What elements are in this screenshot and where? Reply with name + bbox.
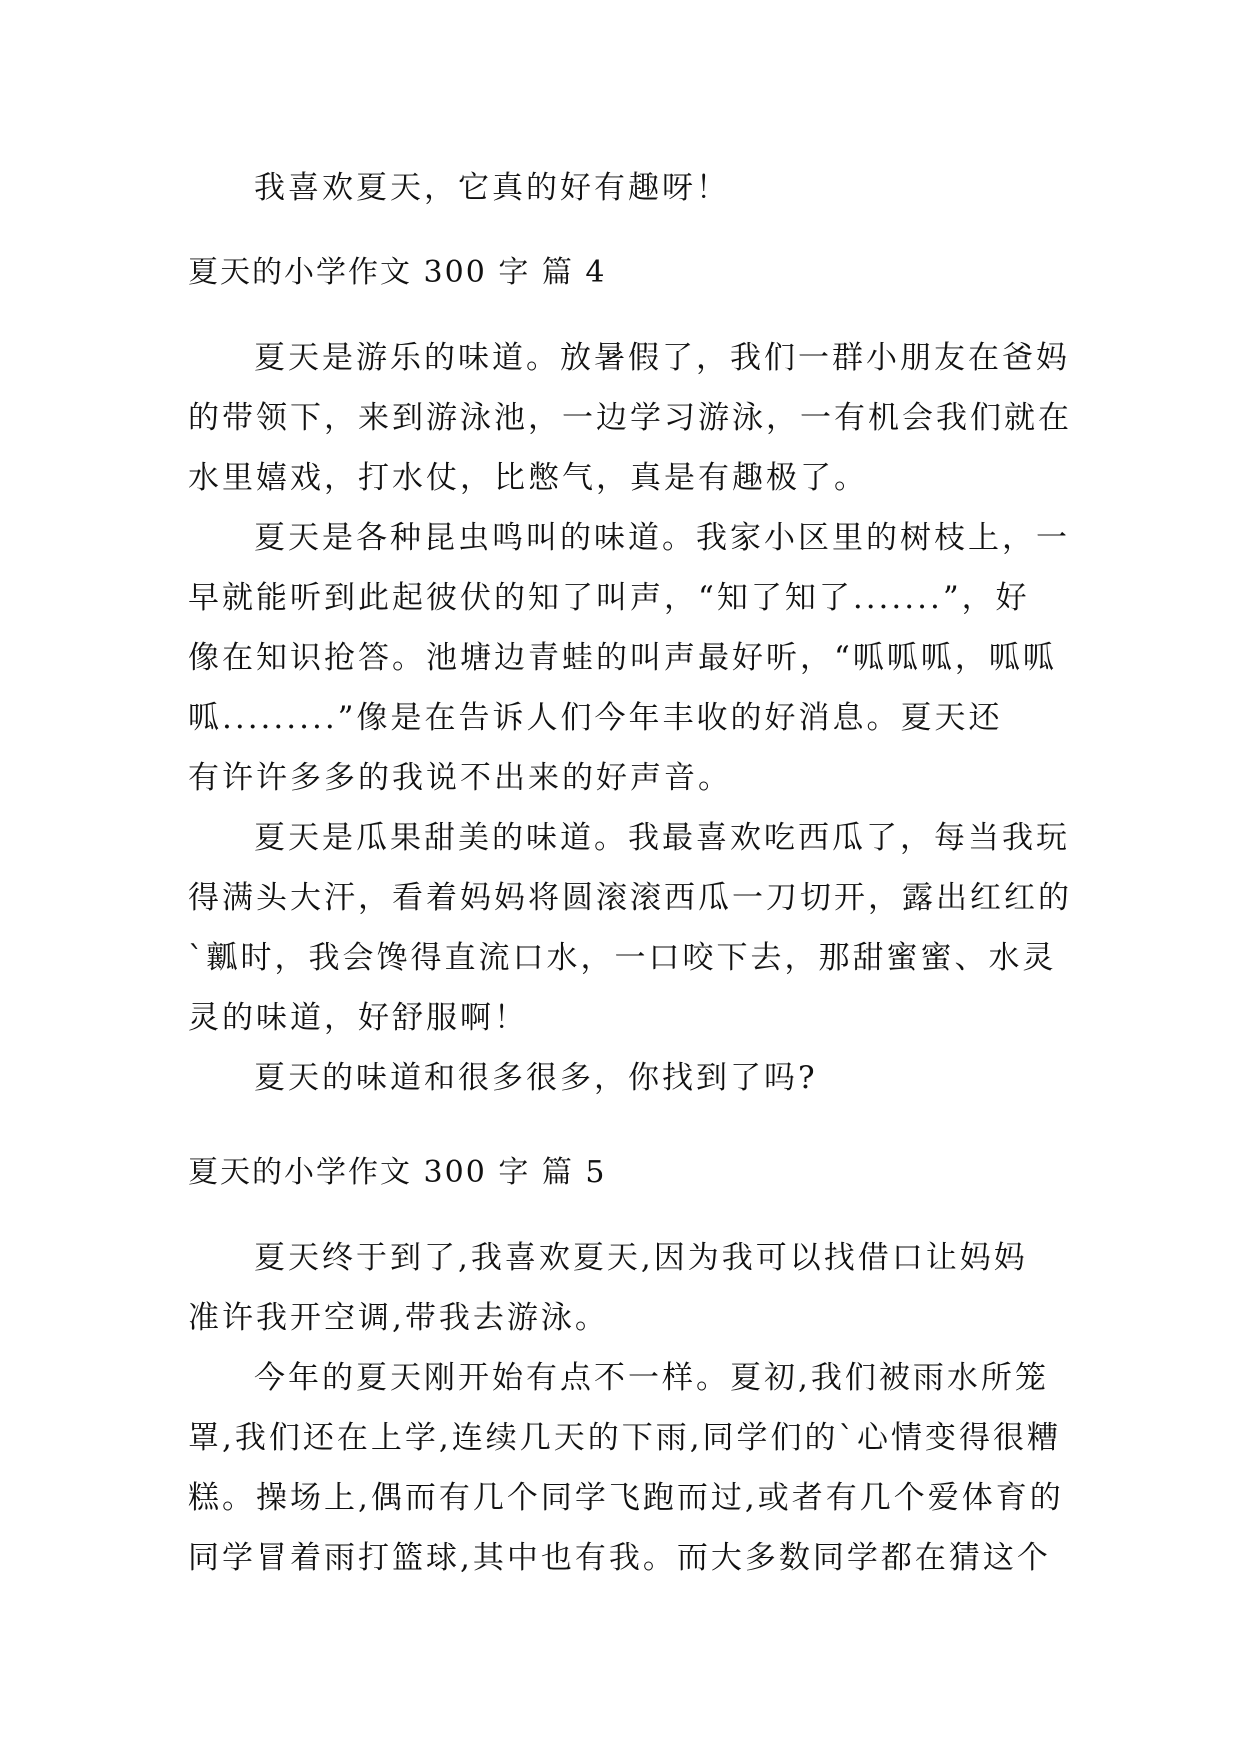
paragraph-line: 水里嬉戏，打水仗，比憋气，真是有趣极了。 <box>188 460 868 496</box>
paragraph-line: 得满头大汗，看着妈妈将圆滚滚西瓜一刀切开，露出红红的 <box>188 880 1072 916</box>
paragraph-line: 罩,我们还在上学,连续几天的下雨,同学们的`心情变得很糟 <box>188 1420 1062 1456</box>
paragraph-line: 夏天是瓜果甜美的味道。我最喜欢吃西瓜了，每当我玩 <box>254 820 1070 856</box>
paragraph-line: 夏天是游乐的味道。放暑假了，我们一群小朋友在爸妈 <box>254 340 1070 376</box>
paragraph-line: 夏天终于到了,我喜欢夏天,因为我可以找借口让妈妈 <box>254 1240 1028 1276</box>
paragraph-line: 夏天是各种昆虫鸣叫的味道。我家小区里的树枝上，一 <box>254 520 1070 556</box>
paragraph-line: 的带领下，来到游泳池，一边学习游泳，一有机会我们就在 <box>188 400 1072 436</box>
paragraph-line: 我喜欢夏天，它真的好有趣呀！ <box>254 170 730 206</box>
paragraph-line: 有许许多多的我说不出来的好声音。 <box>188 760 732 796</box>
paragraph-line: 夏天的味道和很多很多，你找到了吗? <box>254 1060 818 1096</box>
paragraph-line: 今年的夏天刚开始有点不一样。夏初,我们被雨水所笼 <box>254 1360 1049 1396</box>
paragraph-line: 呱.........”像是在告诉人们今年丰收的好消息。夏天还 <box>188 700 1003 736</box>
paragraph-line: 同学冒着雨打篮球,其中也有我。而大多数同学都在猜这个 <box>188 1540 1051 1576</box>
paragraph-line: 早就能听到此起彼伏的知了叫声，“知了知了.......”，好 <box>188 580 1030 616</box>
paragraph-line: `瓤时，我会馋得直流口水，一口咬下去，那甜蜜蜜、水灵 <box>188 940 1057 976</box>
section-heading-5: 夏天的小学作文 300 字 篇 5 <box>188 1155 607 1190</box>
paragraph-line: 糕。操场上,偶而有几个同学飞跑而过,或者有几个爱体育的 <box>188 1480 1064 1516</box>
paragraph-line: 灵的味道，好舒服啊！ <box>188 1000 528 1036</box>
paragraph-line: 准许我开空调,带我去游泳。 <box>188 1300 609 1336</box>
section-heading-4: 夏天的小学作文 300 字 篇 4 <box>188 255 607 290</box>
paragraph-line: 像在知识抢答。池塘边青蛙的叫声最好听，“呱呱呱，呱呱 <box>188 640 1057 676</box>
